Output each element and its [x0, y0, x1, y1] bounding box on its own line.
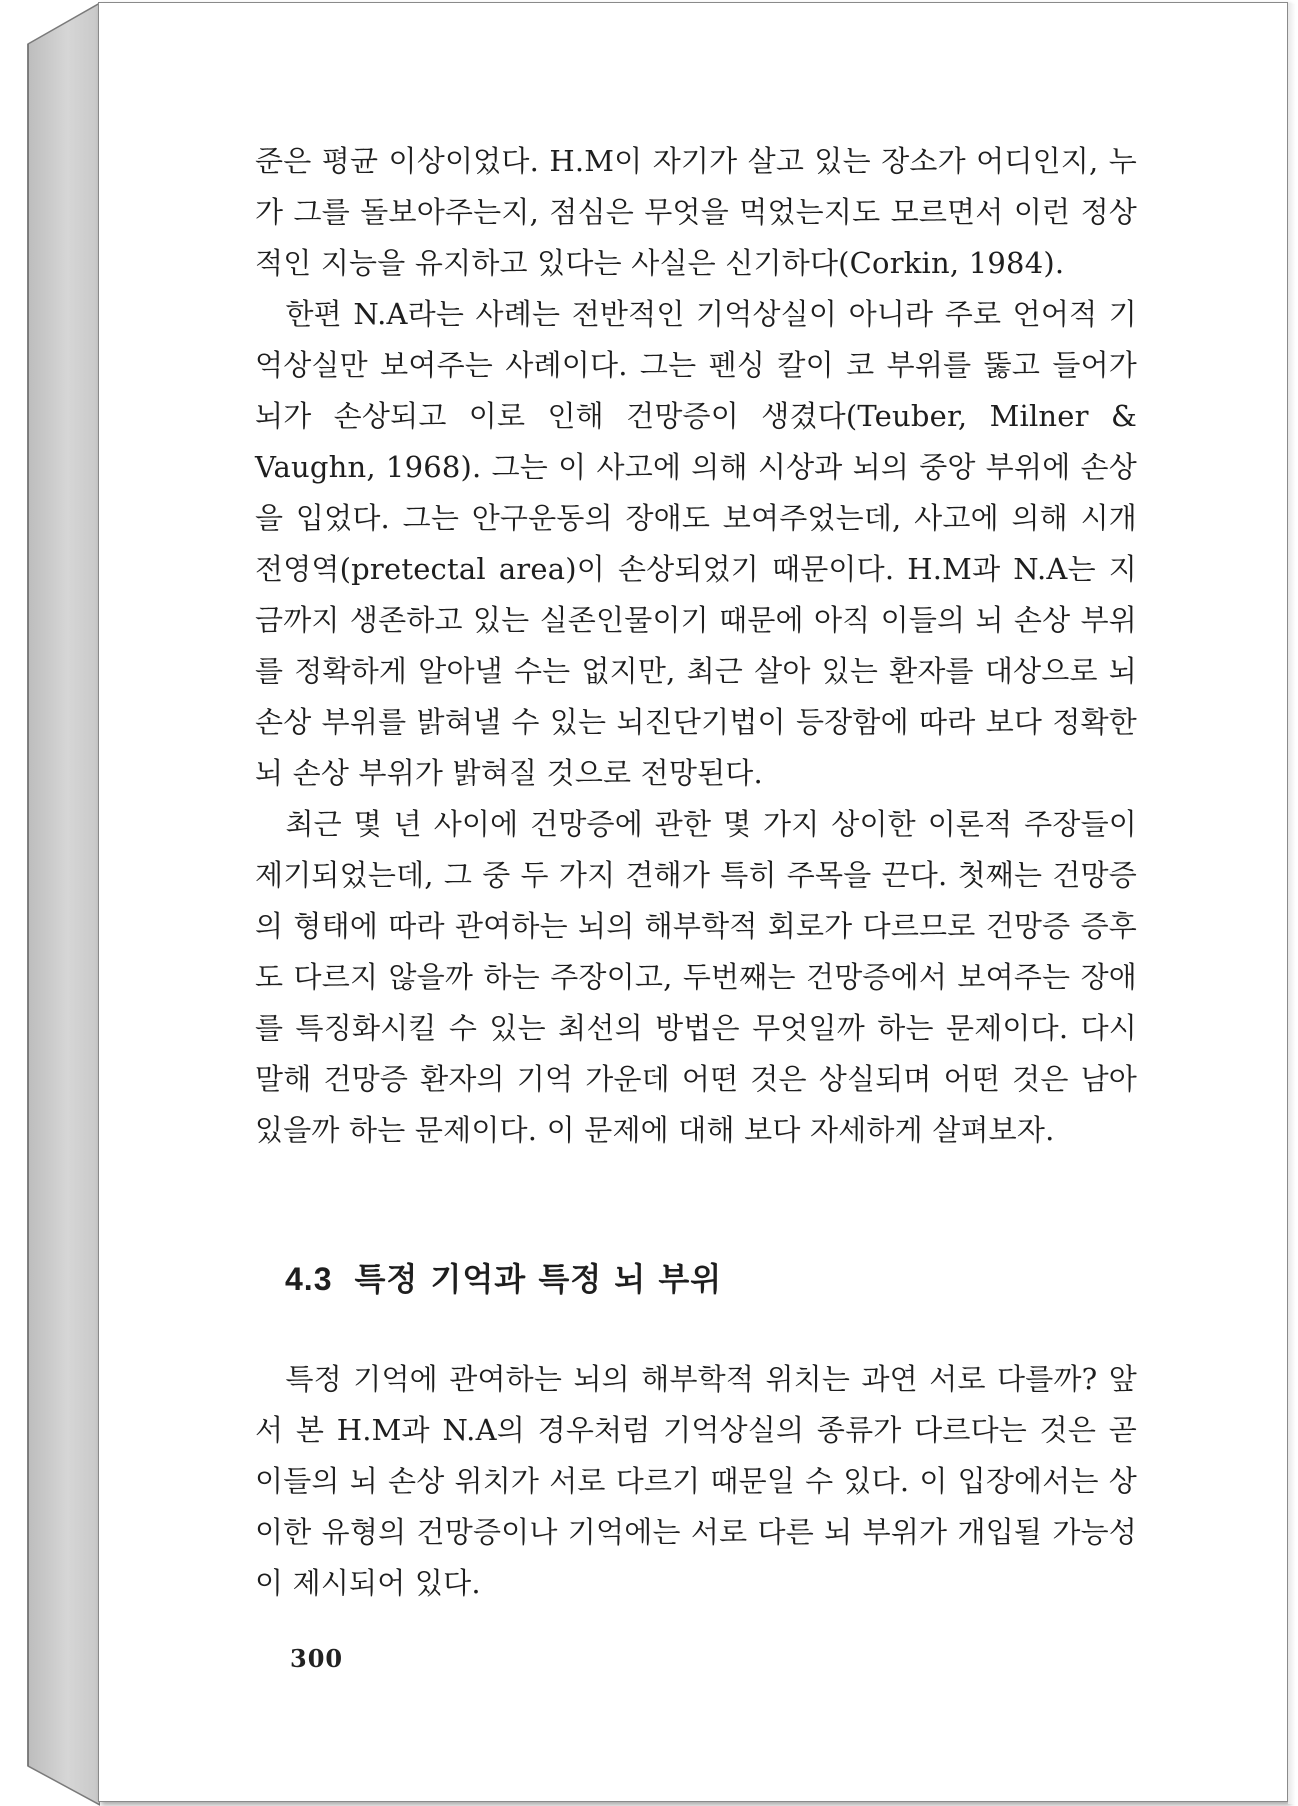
section-title: 특정 기억과 특정 뇌 부위 — [354, 1260, 723, 1298]
section-paragraph: 특정 기억에 관여하는 뇌의 해부학적 위치는 과연 서로 다를까? 앞서 본 H.M과 N.A의 경우처럼 기억상실의 종류가 다르다는 것은 곧 이들의 뇌 손상 위치가 서로 다르기 때문일 수 있다. 이 입장에서는 상이한 유형의 건망증이나 기억에는 서로 다른 뇌 부위가 개입될 가능성이 제시되어 있다. — [255, 1362, 1137, 1600]
section-spacer — [255, 1304, 1137, 1354]
page-content — [255, 136, 1137, 1609]
page-edge — [1288, 4, 1296, 1804]
book-spine — [0, 0, 100, 1806]
page-number: 300 — [290, 1644, 344, 1673]
body-paragraph: 한편 N.A라는 사례는 전반적인 기억상실이 아니라 주로 언어적 기억상실만 보여주는 사례이다. 그는 펜싱 칼이 코 부위를 뚫고 들어가 뇌가 손상되고 이로 인해 건망증이 생겼다(Teuber, Milner & Vaughn, 1968). 그는 이 사고에 의해 시상과 뇌의 중앙 부위에 손상을 입었다. 그는 안구운동의 장애도 보여주었는데, 사고에 의해 시개전영역(pretectal area)이 손상되었기 때문이다. H.M과 N.A는 지금까지 생존하고 있는 실존인물이기 때문에 아직 이들의 뇌 손상 부위를 정확하게 알아낼 수는 없지만, 최근 살아 있는 환자를 대상으로 뇌 손상 부위를 밝혀낼 수 있는 뇌진단기법이 등장함에 따라 보다 정확한 뇌 손상 부위가 밝혀질 것으로 전망된다. — [255, 297, 1137, 790]
section-number: 4.3 — [285, 1261, 333, 1297]
section-heading — [255, 1254, 1137, 1304]
body-paragraph: 준은 평균 이상이었다. H.M이 자기가 살고 있는 장소가 어디인지, 누가 그를 돌보아주는지, 점심은 무엇을 먹었는지도 모르면서 이런 정상적인 지능을 유지하고 있다는 사실은 신기하다(Corkin, 1984). — [255, 144, 1137, 280]
book-spine-graphic — [0, 0, 100, 1806]
body-paragraph: 최근 몇 년 사이에 건망증에 관한 몇 가지 상이한 이론적 주장들이 제기되었는데, 그 중 두 가지 견해가 특히 주목을 끈다. 첫째는 건망증의 형태에 따라 관여하는 뇌의 해부학적 회로가 다르므로 건망증 증후도 다르지 않을까 하는 주장이고, 두번째는 건망증에서 보여주는 장애를 특징화시킬 수 있는 최선의 방법은 무엇일까 하는 문제이다. 다시 말해 건망증 환자의 기억 가운데 어떤 것은 상실되며 어떤 것은 남아 있을까 하는 문제이다. 이 문제에 대해 보다 자세하게 살펴보자. — [255, 807, 1137, 1147]
